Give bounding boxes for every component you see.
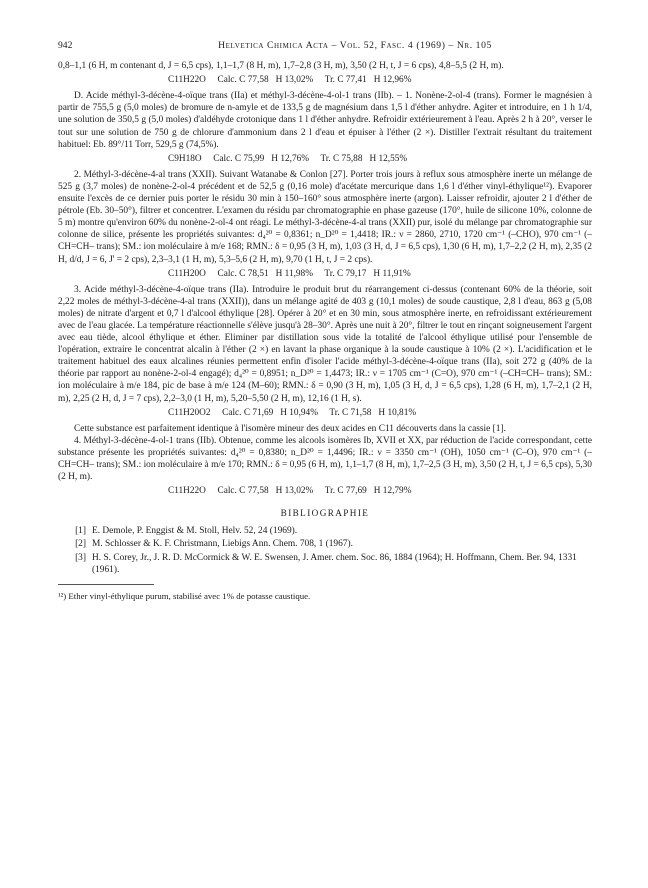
- paper-page: [58, 40, 592, 602]
- reference-text: H. S. Corey, Jr., J. R. D. McCormick & W. E. Swensen, J. Amer. chem. Soc. 86, 1884 (1964); H. Hoffmann, Chem. Ber. 94, 1331 (1961).: [92, 552, 577, 575]
- reference-item: [58, 525, 592, 537]
- elemental-analysis: C11H20O Calc. C 78,51 H 11,98% Tr. C 79,17 H 11,91%: [168, 268, 411, 279]
- body-paragraph: 4. Méthyl-3-décène-4-ol-1 trans (IIb). Obtenue, comme les alcools isomères Ib, XVII et XX, par réduction de l'acide correspondant, cette substance présente les propriétés suivantes: d₄²⁰ = 0,8380; n_D²⁰ = 1,4496; IR.: ν = 3350 cm⁻¹ (OH), 1050 cm⁻¹ (C–O), 970 cm⁻¹ (–CH=CH– trans); SM.: ion moléculaire à m/e 170; RMN.: δ = 0,95 (6 H, m), 1,1–1,7 (8 H, m), 1,7–2,5 (3 H, m), 3,50 (2 H, t, J = 6,5 cps), 5,30 (2 H, m).: [58, 435, 592, 483]
- reference-number: [3]: [75, 552, 86, 563]
- reference-text: E. Demole, P. Enggist & M. Stoll, Helv. 52, 24 (1969).: [92, 526, 298, 537]
- journal-title: Helvetica Chimica Acta – Vol. 52, Fasc. 4 (1969) – Nr. 105: [218, 40, 492, 51]
- body-paragraph: D. Acide méthyl-3-décène-4-oïque trans (IIa) et méthyl-3-décène-4-ol-1 trans (IIb). – 1. Nonène-2-ol-4 (trans). Former le magnésien à partir de 755,5 g (5,0 moles) de bromure de n-amyle et de 133,5 g de magnésium dans 1,5 l d'éther anhydre. Agiter et introduire, en 1 h 1/4, une solution de 350,5 g (5,0 moles) d'aldéhyde crotonique dans 1 l d'éther anhydre. Refroidir extérieurement à l'eau. Après 2 h à 20°, verser le tout sur une solution de 750 g de chlorure d'ammonium dans 2 l d'eau et épuiser à l'éther (2 ×). Distiller l'extrait résultant du traitement habituel: Eb. 89°/11 Torr, 529,5 g (74,5%).: [58, 91, 592, 150]
- running-header: [58, 40, 592, 52]
- body-paragraph: 3. Acide méthyl-3-décène-4-oïque trans (IIa). Introduire le produit brut du réarrangement ci-dessus (contenant 60% de la théorie, soit 2,22 moles de méthyl-3-décène-4-al trans (XXII)), dans un mélange agité de 403 g (10,1 moles) de soude caustique, 2,8 l d'eau, 863 g (5,08 moles) de nitrate d'argent et 0,7 l d'alcool éthylique [28]. Opérer à 20° et en 30 min, sous atmosphère inerte, en refroidissant extérieurement avec de l'eau glacée. La température réactionnelle s'élève jusqu'à 28–30°. Après une nuit à 20°, filtrer le tout en rinçant soigneusement l'argent avec eau tiède, alcool éthylique et éther. Eliminer par distillation sous vide la totalité de l'alcool éthylique utilisé pour l'ensemble de l'opération, extraire le concentrat alcalin à l'éther (2 ×) en lavant la phase organique à la soude caustique à 10% (2 ×). L'acidification et le traitement habituel des eaux alcalines réunies permettent enfin d'isoler l'acide méthyl-3-décène-4-oïque trans (IIa), soit 272 g (40% de la théorie par rapport au nonène-2-ol-4 engagé); d₄²⁰ = 0,8951; n_D²⁰ = 1,4473; IR.: ν = 1705 cm⁻¹ (C=O), 970 cm⁻¹ (–CH=CH– trans); SM.: ion moléculaire à m/e 184, pic de base à m/e 124 (M–60); RMN.: δ = 0,90 (3 H, m), 1,05 (3 H, d, J = 6,5 cps), 1,28 (6 H, m), 1,7–2,1 (2 H, m), 2,25 (2 H, d, J = 7 cps), 2,2–3,0 (1 H, m), 5,20–5,50 (2 H, m), 12,16 (1 H, s).: [58, 284, 592, 404]
- bibliography-heading: BIBLIOGRAPHIE: [280, 508, 370, 519]
- body-paragraph: 0,8–1,1 (6 H, m contenant d, J = 6,5 cps), 1,1–1,7 (8 H, m), 1,7–2,8 (3 H, m), 3,50 (2 H, t, J = 6 cps), 4,8–5,5 (2 H, m).: [58, 61, 504, 72]
- body-paragraph: Cette substance est parfaitement identique à l'isomère mineur des deux acides en C11 découverts dans la cassie [1].: [74, 423, 506, 434]
- reference-number: [1]: [75, 526, 86, 537]
- footnote: ¹²) Ether vinyl-éthylique purum, stabilisé avec 1% de potasse caustique.: [58, 590, 311, 601]
- reference-item: [58, 538, 592, 550]
- elemental-analysis: C11H22O Calc. C 77,58 H 13,02% Tr. C 77,69 H 12,79%: [168, 486, 412, 497]
- page-number: 942: [58, 40, 73, 51]
- elemental-analysis: C9H18O Calc. C 75,99 H 12,76% Tr. C 75,88 H 12,55%: [168, 153, 408, 164]
- body-paragraph: 2. Méthyl-3-décène-4-al trans (XXII). Suivant Watanabe & Conlon [27]. Porter trois jours à reflux sous atmosphère inerte un mélange de 525 g (3,7 moles) de nonène-2-ol-4 précédent et de 52,5 g (0,16 mole) d'acétate mercurique dans 1,6 l d'éther vinyl-éthylique¹²). Evaporer ensuite l'excès de ce dernier puis porter le résidu 30 min à 150–160° sous atmosphère inerte (argon). Laisser refroidir, ajouter 2 l d'éther de pétrole (Eb. 30–50°), filtrer et concentrer. L'examen du résidu par chromatographie en phase gazeuse (170°, huile de silicone 10%, colonne de 5 m) montre qu'environ 60% du nonène-2-ol-4 ont réagi. Le méthyl-3-décène-4-al trans (XXII) pur, isolé du mélange par chromatographie sur colonne de silice, présente les propriétés suivantes: d₄²⁰ = 0,8361; n_D²⁰ = 1,4418; IR.: ν = 2860, 2710, 1720 cm⁻¹ (–CHO), 970 cm⁻¹ (–CH=CH– trans); SM.: ion moléculaire à m/e 168; RMN.: δ = 0,95 (3 H, m), 1,03 (3 H, d, J = 6,5 cps), 1,30 (6 H, m), 1,7–2,2 (2 H, m), 2,35 (2 H, d/d, J = 6, J' = 2 cps), 2,3–3,1 (1 H, m), 5,3–5,6 (2 H, m), 9,70 (1 H, t, J = 2 cps).: [58, 169, 592, 265]
- reference-text: M. Schlosser & K. F. Christmann, Liebigs Ann. Chem. 708, 1 (1967).: [92, 539, 353, 550]
- reference-item: [58, 552, 592, 576]
- reference-number: [2]: [75, 539, 86, 550]
- footnote-divider: [58, 584, 154, 585]
- elemental-analysis: C11H22O Calc. C 77,58 H 13,02% Tr. C 77,41 H 12,96%: [168, 75, 412, 86]
- elemental-analysis: C11H20O2 Calc. C 71,69 H 10,94% Tr. C 71,58 H 10,81%: [168, 407, 417, 418]
